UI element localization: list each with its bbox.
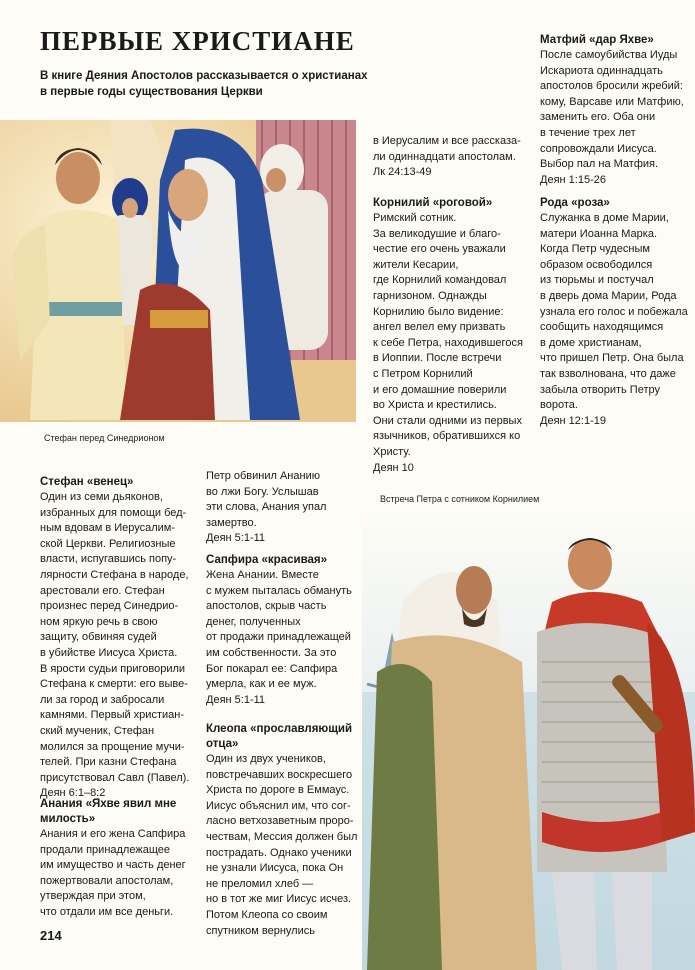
stephen-caption: Стефан перед Синедрионом — [44, 433, 165, 443]
luke-continuation: в Иерусалим и все рассказа- ли одиннадцати апостолам. Лк 24:13-49 — [373, 135, 521, 179]
entry-rhoda — [540, 196, 695, 429]
entry-matthias — [540, 33, 695, 188]
entry-body: После самоубийства Иуды Искариота одиннадцать апостолов бросили жребий: кому, Варсаве или Матфию, заменить его. Оба они в течение трех лет сопровождали Иисуса. Выбор пал на Матфия. Деян 1:15-26 — [540, 49, 684, 186]
entry-title: Анания «Яхве явил мне милость» — [40, 798, 177, 825]
entry-body: Служанка в доме Марии, матери Иоанна Марка. Когда Петр чудесным образом освободился из тюрьмы и постучал в дверь дома Марии, Рода узнала его голос и побежала сообщить находящимся в доме христианам, что пришел Петр. Она была так взволнована, что даже забыла отворить Петру ворота. Деян 12:1-19 — [540, 212, 688, 427]
entry-stephen — [40, 475, 205, 802]
page-number: 214 — [40, 928, 62, 943]
stephen-illustration — [0, 120, 356, 422]
entry-title: Матфий «дар Яхве» — [540, 34, 654, 46]
entry-title: Сапфира «красивая» — [206, 554, 327, 566]
entry-body: Жена Анании. Вместе с мужем пыталась обмануть апостолов, скрыв часть денег, полученных от продажи принадлежащей им собственности. За это Бог покарал ее: Сапфира умерла, как и ее муж. Деян 5:1-11 — [206, 569, 352, 706]
peter-cornelius-illustration — [362, 512, 695, 970]
entry-body: Римский сотник. За великодушие и благо- честие его очень уважали жители Кесарии, где Корнилий командовал гарнизоном. Однажды Корнилию было видение: ангел велел ему призвать к себе Петра, находившегося в Иоппии. После встречи с Петром Корнилий и его домашние поверили во Христа и крестились. Они стали одними из первых язычников, обратившихся ко Христу. Деян 10 — [373, 212, 523, 474]
entry-cornelius — [373, 196, 538, 476]
entry-body: Анания и его жена Сапфира продали принадлежащее им имущество и часть денег пожертвовали апостолам, утверждая при этом, что отдали им все деньги. — [40, 828, 186, 918]
ananias-continuation: Петр обвинил Ананию во лжи Богу. Услышав эти слова, Анания упал замертво. Деян 5:1-11 — [206, 470, 327, 545]
page-intro: В книге Деяния Апостолов рассказывается о христианах в первые годы существования Церкви — [40, 70, 368, 98]
page-title: ПЕРВЫЕ ХРИСТИАНЕ — [40, 26, 355, 56]
entry-title: Рода «роза» — [540, 197, 610, 209]
entry-body: Один из двух учеников, повстречавших воскресшего Христа по дороге в Еммаус. Иисус объяснил им, что сог- ласно ветхозаветным проро- чествам, Мессия должен был пострадать. Однако ученики не узнали Иисуса, пока Он не преломил хлеб — но в тот же миг Иисус исчез. Потом Клеопа со своим спутником вернулись — [206, 753, 358, 937]
entry-ananias — [40, 797, 205, 921]
entry-title: Клеопа «прославляющий отца» — [206, 723, 353, 750]
peter-caption: Встреча Петра с сотником Корнилием — [380, 494, 540, 504]
entry-cleopas — [206, 722, 366, 939]
entry-sapphira — [206, 553, 366, 708]
entry-body: Один из семи дьяконов, избранных для помощи бед- ным вдовам в Иерусалим- ской Церкви. Религиозные власти, испугавшись попу- лярности Стефана в народе, арестовали его. Стефан произнес перед Синедрио- ном яркую речь в свою защиту, обвиняя судей в убийстве Иисуса Христа. В ярости судьи приговорили Стефана к смерти: его выве- ли за город и забросали камнями. Первый христиан- ский мученик, Стефан молился за прощение мучи- телей. При казни Стефана присутствовал Савл (Павел). Деян 6:1–8:2 — [40, 491, 190, 800]
entry-title: Стефан «венец» — [40, 476, 134, 488]
entry-title: Корнилий «роговой» — [373, 197, 493, 209]
